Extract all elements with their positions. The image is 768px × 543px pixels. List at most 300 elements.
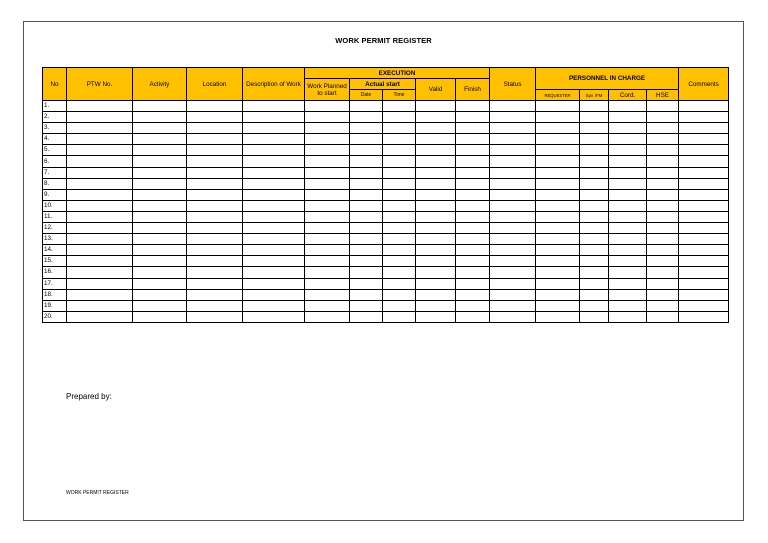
table-cell[interactable] [67, 311, 133, 322]
table-cell[interactable] [679, 234, 729, 245]
table-cell[interactable] [647, 123, 679, 134]
table-cell[interactable] [133, 167, 187, 178]
table-cell[interactable] [350, 134, 383, 145]
table-cell[interactable] [490, 278, 536, 289]
table-cell[interactable] [350, 245, 383, 256]
table-cell[interactable] [243, 134, 305, 145]
table-cell[interactable] [350, 256, 383, 267]
table-cell[interactable] [456, 256, 490, 267]
table-cell[interactable] [305, 267, 350, 278]
table-cell[interactable] [647, 234, 679, 245]
table-cell[interactable] [67, 234, 133, 245]
table-cell[interactable] [580, 278, 609, 289]
table-cell[interactable] [67, 211, 133, 222]
table-cell[interactable] [580, 267, 609, 278]
table-cell[interactable] [456, 311, 490, 322]
table-cell[interactable] [580, 123, 609, 134]
table-cell[interactable] [350, 223, 383, 234]
table-cell[interactable] [67, 145, 133, 156]
table-cell[interactable] [609, 245, 647, 256]
table-cell[interactable] [350, 211, 383, 222]
table-cell[interactable] [647, 145, 679, 156]
table-cell[interactable] [383, 211, 416, 222]
table-cell[interactable] [679, 245, 729, 256]
table-cell[interactable] [133, 289, 187, 300]
table-cell[interactable] [305, 211, 350, 222]
table-cell[interactable] [490, 189, 536, 200]
table-cell[interactable] [67, 156, 133, 167]
table-cell[interactable] [456, 234, 490, 245]
table-cell[interactable] [243, 145, 305, 156]
table-cell[interactable] [305, 145, 350, 156]
table-cell[interactable] [490, 245, 536, 256]
table-cell[interactable] [67, 245, 133, 256]
table-cell[interactable] [305, 101, 350, 112]
table-cell[interactable] [133, 134, 187, 145]
table-cell[interactable] [679, 311, 729, 322]
table-cell[interactable] [416, 112, 456, 123]
table-cell[interactable] [67, 256, 133, 267]
table-cell[interactable] [536, 234, 580, 245]
table-cell[interactable] [383, 112, 416, 123]
table-cell[interactable] [536, 300, 580, 311]
table-cell[interactable] [133, 156, 187, 167]
table-cell[interactable] [416, 178, 456, 189]
table-cell[interactable] [416, 189, 456, 200]
table-cell[interactable] [350, 145, 383, 156]
table-cell[interactable] [580, 112, 609, 123]
table-cell[interactable] [416, 223, 456, 234]
table-cell[interactable] [383, 134, 416, 145]
table-cell[interactable] [305, 300, 350, 311]
table-cell[interactable] [383, 223, 416, 234]
table-cell[interactable] [456, 178, 490, 189]
table-cell[interactable] [679, 223, 729, 234]
table-cell[interactable] [243, 178, 305, 189]
table-cell[interactable] [243, 211, 305, 222]
table-cell[interactable] [609, 134, 647, 145]
table-cell[interactable] [609, 278, 647, 289]
table-cell[interactable] [416, 289, 456, 300]
table-cell[interactable] [490, 112, 536, 123]
table-cell[interactable] [187, 289, 243, 300]
table-cell[interactable] [383, 123, 416, 134]
table-cell[interactable] [490, 178, 536, 189]
table-cell[interactable] [679, 134, 729, 145]
table-cell[interactable] [536, 189, 580, 200]
table-cell[interactable] [416, 167, 456, 178]
table-cell[interactable] [647, 311, 679, 322]
table-cell[interactable] [647, 101, 679, 112]
table-cell[interactable] [580, 289, 609, 300]
table-cell[interactable] [187, 167, 243, 178]
table-cell[interactable] [305, 134, 350, 145]
table-cell[interactable] [456, 112, 490, 123]
table-cell[interactable] [243, 101, 305, 112]
table-cell[interactable] [536, 145, 580, 156]
table-cell[interactable] [133, 223, 187, 234]
table-cell[interactable] [243, 156, 305, 167]
table-cell[interactable] [490, 300, 536, 311]
table-cell[interactable] [383, 156, 416, 167]
table-cell[interactable] [305, 200, 350, 211]
table-cell[interactable] [67, 178, 133, 189]
table-cell[interactable] [580, 101, 609, 112]
table-cell[interactable] [609, 189, 647, 200]
table-cell[interactable] [456, 289, 490, 300]
table-cell[interactable] [383, 234, 416, 245]
table-cell[interactable] [350, 189, 383, 200]
table-cell[interactable] [490, 134, 536, 145]
table-cell[interactable] [580, 234, 609, 245]
table-cell[interactable] [456, 101, 490, 112]
table-cell[interactable] [187, 223, 243, 234]
table-cell[interactable] [133, 234, 187, 245]
table-cell[interactable] [383, 167, 416, 178]
table-cell[interactable] [679, 256, 729, 267]
table-cell[interactable] [580, 167, 609, 178]
table-cell[interactable] [647, 178, 679, 189]
table-cell[interactable] [609, 178, 647, 189]
table-cell[interactable] [305, 223, 350, 234]
table-cell[interactable] [490, 311, 536, 322]
table-cell[interactable] [187, 189, 243, 200]
table-cell[interactable] [609, 267, 647, 278]
table-cell[interactable] [490, 101, 536, 112]
table-cell[interactable] [243, 245, 305, 256]
table-cell[interactable] [456, 245, 490, 256]
table-cell[interactable] [67, 267, 133, 278]
table-cell[interactable] [647, 167, 679, 178]
table-cell[interactable] [243, 200, 305, 211]
table-cell[interactable] [133, 101, 187, 112]
table-cell[interactable] [416, 123, 456, 134]
table-cell[interactable] [679, 145, 729, 156]
table-cell[interactable] [536, 267, 580, 278]
table-cell[interactable] [350, 311, 383, 322]
table-cell[interactable] [580, 178, 609, 189]
table-cell[interactable] [350, 178, 383, 189]
table-cell[interactable] [536, 223, 580, 234]
table-cell[interactable] [609, 211, 647, 222]
table-cell[interactable] [647, 245, 679, 256]
table-cell[interactable] [456, 134, 490, 145]
table-cell[interactable] [133, 145, 187, 156]
table-cell[interactable] [580, 156, 609, 167]
table-cell[interactable] [679, 167, 729, 178]
table-cell[interactable] [416, 267, 456, 278]
table-cell[interactable] [243, 311, 305, 322]
table-cell[interactable] [456, 223, 490, 234]
table-cell[interactable] [67, 200, 133, 211]
table-cell[interactable] [243, 167, 305, 178]
table-cell[interactable] [679, 101, 729, 112]
table-cell[interactable] [305, 278, 350, 289]
table-cell[interactable] [187, 123, 243, 134]
table-cell[interactable] [679, 123, 729, 134]
table-cell[interactable] [679, 278, 729, 289]
table-cell[interactable] [383, 289, 416, 300]
table-cell[interactable] [679, 300, 729, 311]
table-cell[interactable] [536, 200, 580, 211]
table-cell[interactable] [305, 123, 350, 134]
table-cell[interactable] [609, 223, 647, 234]
table-cell[interactable] [67, 167, 133, 178]
table-cell[interactable] [416, 278, 456, 289]
table-cell[interactable] [580, 256, 609, 267]
table-cell[interactable] [133, 267, 187, 278]
table-cell[interactable] [187, 245, 243, 256]
table-cell[interactable] [350, 234, 383, 245]
table-cell[interactable] [679, 267, 729, 278]
table-cell[interactable] [609, 156, 647, 167]
table-cell[interactable] [350, 112, 383, 123]
table-cell[interactable] [580, 300, 609, 311]
table-cell[interactable] [490, 289, 536, 300]
table-cell[interactable] [383, 178, 416, 189]
table-cell[interactable] [580, 311, 609, 322]
table-cell[interactable] [647, 300, 679, 311]
table-cell[interactable] [305, 234, 350, 245]
table-cell[interactable] [383, 311, 416, 322]
table-cell[interactable] [490, 167, 536, 178]
table-cell[interactable] [243, 256, 305, 267]
table-cell[interactable] [609, 145, 647, 156]
table-cell[interactable] [133, 189, 187, 200]
table-cell[interactable] [536, 278, 580, 289]
table-cell[interactable] [490, 211, 536, 222]
table-cell[interactable] [580, 145, 609, 156]
table-cell[interactable] [536, 311, 580, 322]
table-cell[interactable] [383, 278, 416, 289]
table-cell[interactable] [416, 256, 456, 267]
table-cell[interactable] [456, 189, 490, 200]
table-cell[interactable] [305, 112, 350, 123]
table-cell[interactable] [647, 267, 679, 278]
table-cell[interactable] [580, 245, 609, 256]
table-cell[interactable] [133, 211, 187, 222]
table-cell[interactable] [609, 123, 647, 134]
table-cell[interactable] [679, 200, 729, 211]
table-cell[interactable] [187, 300, 243, 311]
table-cell[interactable] [490, 200, 536, 211]
table-cell[interactable] [383, 200, 416, 211]
table-cell[interactable] [133, 278, 187, 289]
table-cell[interactable] [133, 112, 187, 123]
table-cell[interactable] [536, 245, 580, 256]
table-cell[interactable] [67, 101, 133, 112]
table-cell[interactable] [416, 234, 456, 245]
table-cell[interactable] [243, 267, 305, 278]
table-cell[interactable] [67, 189, 133, 200]
table-cell[interactable] [456, 278, 490, 289]
table-cell[interactable] [490, 156, 536, 167]
table-cell[interactable] [536, 256, 580, 267]
table-cell[interactable] [490, 123, 536, 134]
table-cell[interactable] [243, 289, 305, 300]
table-cell[interactable] [416, 134, 456, 145]
table-cell[interactable] [187, 134, 243, 145]
table-cell[interactable] [536, 156, 580, 167]
table-cell[interactable] [305, 289, 350, 300]
table-cell[interactable] [416, 145, 456, 156]
table-cell[interactable] [243, 189, 305, 200]
table-cell[interactable] [580, 189, 609, 200]
table-cell[interactable] [383, 245, 416, 256]
table-cell[interactable] [536, 101, 580, 112]
table-cell[interactable] [536, 134, 580, 145]
table-cell[interactable] [305, 189, 350, 200]
table-cell[interactable] [133, 178, 187, 189]
table-cell[interactable] [243, 112, 305, 123]
table-cell[interactable] [243, 300, 305, 311]
table-cell[interactable] [679, 289, 729, 300]
table-cell[interactable] [350, 156, 383, 167]
table-cell[interactable] [187, 145, 243, 156]
table-cell[interactable] [609, 256, 647, 267]
table-cell[interactable] [647, 156, 679, 167]
table-cell[interactable] [490, 256, 536, 267]
table-cell[interactable] [383, 101, 416, 112]
table-cell[interactable] [67, 223, 133, 234]
table-cell[interactable] [305, 256, 350, 267]
table-cell[interactable] [350, 123, 383, 134]
table-cell[interactable] [647, 223, 679, 234]
table-cell[interactable] [350, 300, 383, 311]
table-cell[interactable] [679, 211, 729, 222]
table-cell[interactable] [416, 245, 456, 256]
table-cell[interactable] [67, 123, 133, 134]
table-cell[interactable] [187, 112, 243, 123]
table-cell[interactable] [350, 267, 383, 278]
table-cell[interactable] [490, 145, 536, 156]
table-cell[interactable] [350, 289, 383, 300]
table-cell[interactable] [350, 101, 383, 112]
table-cell[interactable] [187, 200, 243, 211]
table-cell[interactable] [133, 311, 187, 322]
table-cell[interactable] [350, 167, 383, 178]
table-cell[interactable] [305, 245, 350, 256]
table-cell[interactable] [243, 223, 305, 234]
table-cell[interactable] [609, 167, 647, 178]
table-cell[interactable] [416, 101, 456, 112]
table-cell[interactable] [609, 101, 647, 112]
table-cell[interactable] [67, 289, 133, 300]
table-cell[interactable] [133, 200, 187, 211]
table-cell[interactable] [383, 300, 416, 311]
table-cell[interactable] [679, 189, 729, 200]
table-cell[interactable] [609, 200, 647, 211]
table-cell[interactable] [580, 211, 609, 222]
table-cell[interactable] [187, 256, 243, 267]
table-cell[interactable] [305, 156, 350, 167]
table-cell[interactable] [243, 278, 305, 289]
table-cell[interactable] [187, 211, 243, 222]
table-cell[interactable] [456, 211, 490, 222]
table-cell[interactable] [350, 278, 383, 289]
table-cell[interactable] [647, 278, 679, 289]
table-cell[interactable] [647, 256, 679, 267]
table-cell[interactable] [456, 267, 490, 278]
table-cell[interactable] [67, 278, 133, 289]
table-cell[interactable] [416, 156, 456, 167]
table-cell[interactable] [383, 145, 416, 156]
table-cell[interactable] [305, 178, 350, 189]
table-cell[interactable] [456, 123, 490, 134]
table-cell[interactable] [243, 123, 305, 134]
table-cell[interactable] [456, 145, 490, 156]
table-cell[interactable] [187, 311, 243, 322]
table-cell[interactable] [647, 189, 679, 200]
table-cell[interactable] [609, 311, 647, 322]
table-cell[interactable] [187, 278, 243, 289]
table-cell[interactable] [243, 234, 305, 245]
table-cell[interactable] [679, 178, 729, 189]
table-cell[interactable] [383, 189, 416, 200]
table-cell[interactable] [609, 300, 647, 311]
table-cell[interactable] [187, 178, 243, 189]
table-cell[interactable] [490, 267, 536, 278]
table-cell[interactable] [609, 234, 647, 245]
table-cell[interactable] [647, 134, 679, 145]
table-cell[interactable] [187, 234, 243, 245]
table-cell[interactable] [67, 112, 133, 123]
table-cell[interactable] [536, 123, 580, 134]
table-cell[interactable] [580, 200, 609, 211]
table-cell[interactable] [609, 112, 647, 123]
table-cell[interactable] [67, 134, 133, 145]
table-cell[interactable] [67, 300, 133, 311]
table-cell[interactable] [580, 134, 609, 145]
table-cell[interactable] [536, 211, 580, 222]
table-cell[interactable] [456, 167, 490, 178]
table-cell[interactable] [416, 300, 456, 311]
table-cell[interactable] [536, 112, 580, 123]
table-cell[interactable] [187, 156, 243, 167]
table-cell[interactable] [133, 300, 187, 311]
table-cell[interactable] [305, 311, 350, 322]
table-cell[interactable] [647, 112, 679, 123]
table-cell[interactable] [647, 211, 679, 222]
table-cell[interactable] [456, 200, 490, 211]
table-cell[interactable] [383, 267, 416, 278]
table-cell[interactable] [305, 167, 350, 178]
table-cell[interactable] [416, 200, 456, 211]
table-cell[interactable] [609, 289, 647, 300]
table-cell[interactable] [350, 200, 383, 211]
table-cell[interactable] [647, 289, 679, 300]
table-cell[interactable] [580, 223, 609, 234]
table-cell[interactable] [647, 200, 679, 211]
table-cell[interactable] [536, 289, 580, 300]
table-cell[interactable] [456, 156, 490, 167]
table-cell[interactable] [187, 267, 243, 278]
table-cell[interactable] [133, 256, 187, 267]
table-cell[interactable] [536, 167, 580, 178]
table-cell[interactable] [679, 156, 729, 167]
table-cell[interactable] [133, 245, 187, 256]
table-cell[interactable] [679, 112, 729, 123]
table-cell[interactable] [416, 311, 456, 322]
table-cell[interactable] [383, 256, 416, 267]
table-cell[interactable] [490, 223, 536, 234]
table-cell[interactable] [187, 101, 243, 112]
table-cell[interactable] [536, 178, 580, 189]
table-cell[interactable] [490, 234, 536, 245]
table-cell[interactable] [416, 211, 456, 222]
table-cell[interactable] [133, 123, 187, 134]
table-cell[interactable] [456, 300, 490, 311]
